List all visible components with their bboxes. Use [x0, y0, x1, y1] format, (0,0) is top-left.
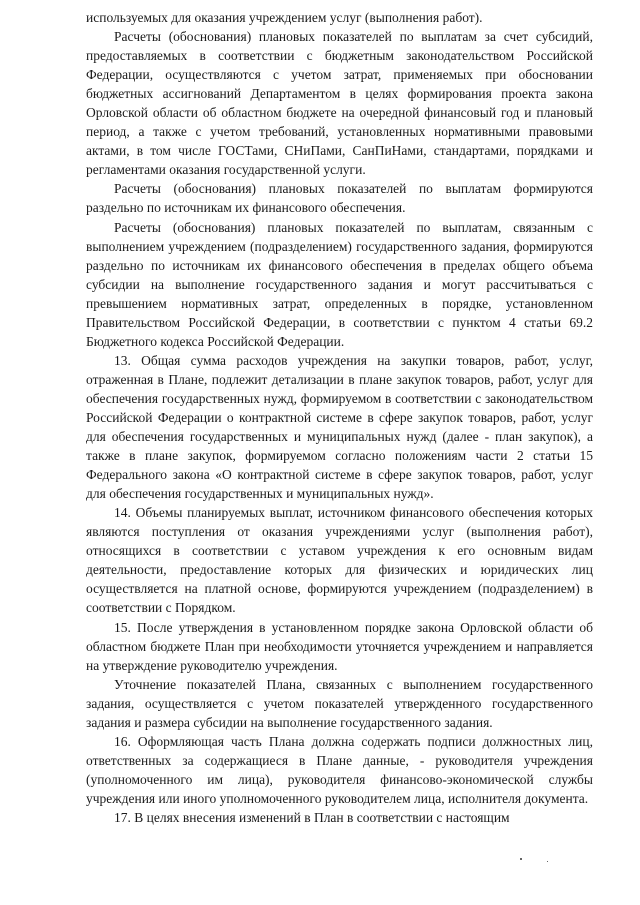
paragraph-clarification: Уточнение показателей Плана, связанных с выполнением государственного задания, осуществляется с учетом показателей утвержденного государственного задания и размера субсидии на выполнение государственного задания.	[86, 676, 593, 730]
paragraph-calculations-sources: Расчеты (обоснования) плановых показателей по выплатам формируются раздельно по источникам их финансового обеспечения.	[86, 181, 593, 216]
scan-speck	[520, 858, 522, 860]
document-body	[86, 8, 593, 827]
paragraph-item-17: 17. В целях внесения изменений в План в соответствии с настоящим	[114, 809, 510, 825]
scan-speck	[547, 861, 548, 862]
paragraph-item-16: 16. Оформляющая часть Плана должна содержать подписи должностных лиц, ответственных за содержащиеся в Плане данные, - руководителя учреждения (уполномоченного им лица), руководителя финансово-экономической службы учреждения или иного уполномоченного руководителем лица, исполнителя документа.	[86, 733, 593, 806]
paragraph-calculations-state-task: Расчеты (обоснования) плановых показателей по выплатам, связанным с выполнением учреждением (подразделением) государственного задания, формируются раздельно по источникам их финансового обеспечения в пределах общего объема субсидии на выполнение государственного задания и могут рассчитываться с превышением нормативных затрат, определенных в порядке, установленном Правительством Российской Федерации, в соответствии с пунктом 4 статьи 69.2 Бюджетного кодекса Российской Федерации.	[86, 219, 593, 349]
paragraph-item-14: 14. Объемы планируемых выплат, источником финансового обеспечения которых являются поступления от оказания учреждениями услуг (выполнения работ), относящихся в соответствии с уставом учреждения к его основным видам деятельности, предоставление которых для физических и юридических лиц осуществляется на платной основе, формируются учреждением (подразделением) в соответствии с Порядком.	[86, 505, 593, 616]
paragraph-continuation: используемых для оказания учреждением услуг (выполнения работ).	[86, 10, 483, 25]
paragraph-item-13: 13. Общая сумма расходов учреждения на закупки товаров, работ, услуг, отраженная в Плане, подлежит детализации в плане закупок товаров, работ, услуг для обеспечения государственных нужд, формируемом в соответствии с законодательством Российской Федерации о контрактной системе в сфере закупок товаров, работ, услуг для обеспечения государственных и муниципальных нужд (далее - план закупок), а также в плане закупок, формируемом согласно положениям части 2 статьи 15 Федерального закона «О контрактной системе в сфере закупок товаров, работ, услуг для обеспечения государственных и муниципальных нужд».	[86, 352, 593, 502]
paragraph-item-15: 15. После утверждения в установленном порядке закона Орловской области об областном бюджете План при необходимости уточняется учреждением и направляется на утверждение руководителю учреждения.	[86, 619, 593, 673]
paragraph-calculations-subsidies: Расчеты (обоснования) плановых показателей по выплатам за счет субсидий, предоставляемых в соответствии с бюджетным законодательством Российской Федерации, осуществляются с учетом затрат, применяемых при обосновании бюджетных ассигнований Департаментом в целях формирования проекта закона Орловской области об областном бюджете на очередной финансовый год и плановый период, а также с учетом требований, установленных нормативными правовыми актами, в том числе ГОСТами, СНиПами, СанПиНами, стандартами, порядками и регламентами оказания государственной услуги.	[86, 29, 593, 178]
